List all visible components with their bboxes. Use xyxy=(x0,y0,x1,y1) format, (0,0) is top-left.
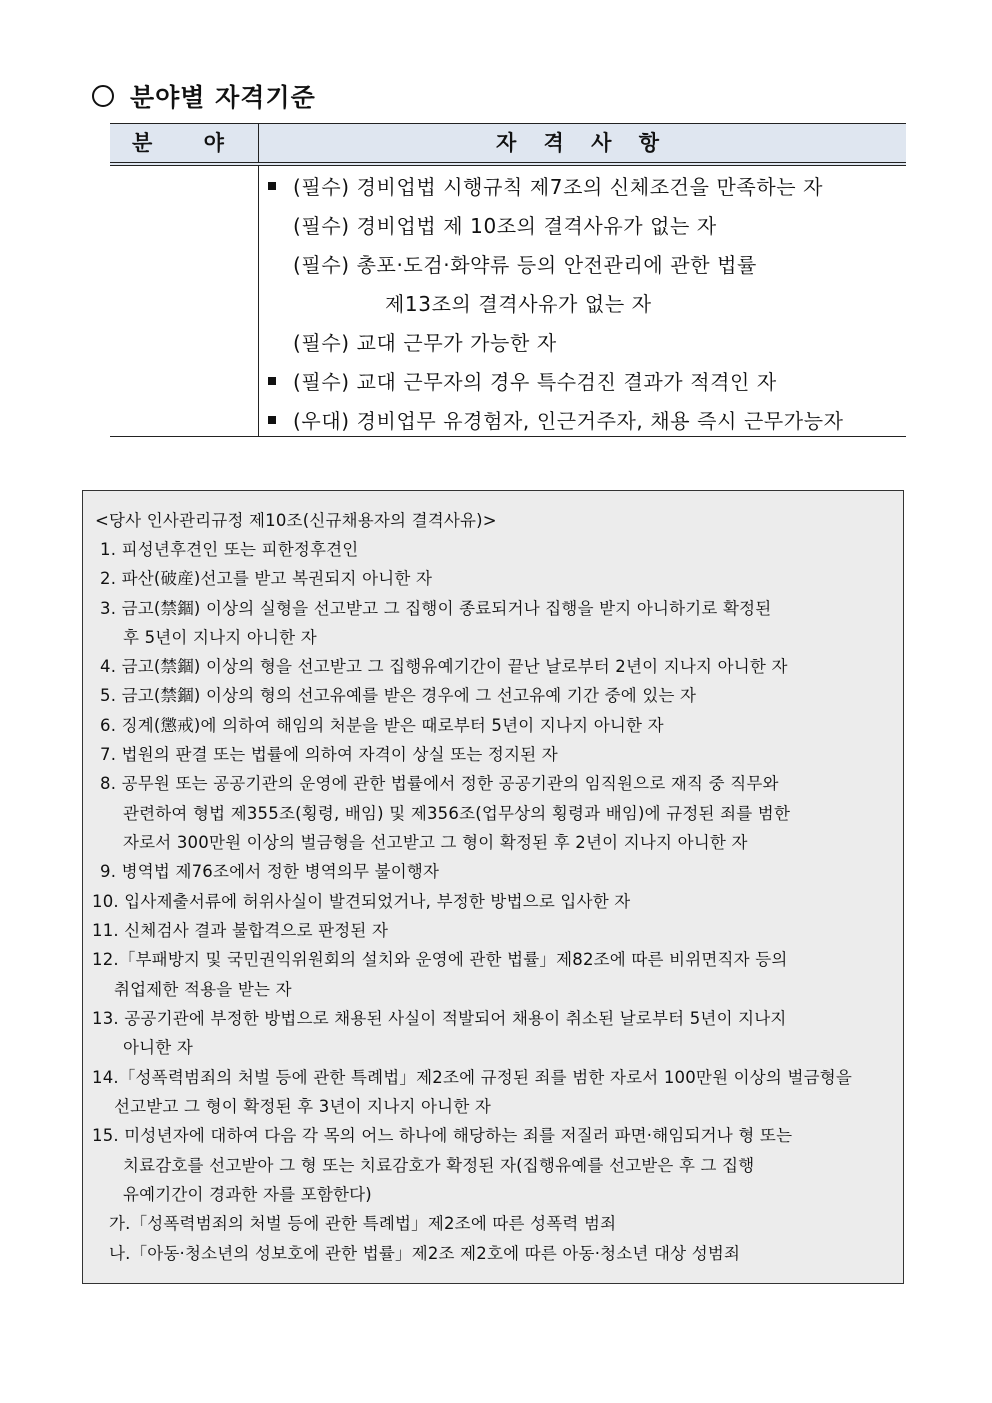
regulation-item: 6. 징계(懲戒)에 의하여 해임의 처분을 받은 때로부터 5년이 지나지 아니한 자 xyxy=(100,716,664,735)
header-field: 분 야 xyxy=(132,131,246,155)
regulation-item-continued: 치료감호를 선고받아 그 형 또는 치료감호가 확정된 자(집행유예를 선고받은 후 그 집행 xyxy=(123,1156,755,1175)
regulation-item-continued: 유예기간이 경과한 자를 포함한다) xyxy=(123,1185,372,1204)
section-heading xyxy=(92,78,316,114)
requirement-line xyxy=(268,207,717,246)
table-body xyxy=(110,166,906,437)
regulation-item-continued: 후 5년이 지나지 아니한 자 xyxy=(123,628,317,647)
requirement-text: (필수) 교대 근무자의 경우 특수검진 결과가 적격인 자 xyxy=(293,370,777,394)
regulation-box xyxy=(82,490,904,1284)
regulation-item: 13. 공공기관에 부정한 방법으로 채용된 사실이 적발되어 채용이 취소된 날로부터 5년이 지나지 xyxy=(92,1009,787,1028)
regulation-item-continued: 자로서 300만원 이상의 벌금형을 선고받고 그 형이 확정된 후 2년이 지나지 아니한 자 xyxy=(123,833,748,852)
regulation-item-continued: 선고받고 그 형이 확정된 후 3년이 지나지 아니한 자 xyxy=(114,1097,492,1116)
requirement-text: (우대) 경비업무 유경험자, 인근거주자, 채용 즉시 근무가능자 xyxy=(293,409,844,433)
regulation-item: 1. 피성년후견인 또는 피한정후견인 xyxy=(100,540,359,559)
regulation-item-continued: 아니한 자 xyxy=(123,1038,194,1057)
regulation-subitem: 나.「아동·청소년의 성보호에 관한 법률」제2조 제2호에 따른 아동·청소년 대상 성범죄 xyxy=(109,1244,741,1263)
regulation-item: 15. 미성년자에 대하여 다음 각 목의 어느 하나에 해당하는 죄를 저질러 파면·해임되거나 형 또는 xyxy=(92,1126,793,1145)
regulation-item: 8. 공무원 또는 공공기관의 운영에 관한 법률에서 정한 공공기관의 임직원으로 재직 중 직무와 xyxy=(100,774,779,793)
requirement-line xyxy=(268,324,557,363)
square-bullet-icon xyxy=(268,377,276,385)
requirement-line xyxy=(268,168,823,207)
regulation-item-continued: 취업제한 적용을 받는 자 xyxy=(114,980,292,999)
requirement-line xyxy=(268,246,757,285)
column-divider xyxy=(258,166,259,436)
regulation-item: 7. 법원의 판결 또는 법률에 의하여 자격이 상실 또는 정지된 자 xyxy=(100,745,558,764)
requirement-text: (필수) 교대 근무가 가능한 자 xyxy=(293,331,557,355)
qualification-table xyxy=(110,123,906,437)
regulation-item: 14.「성폭력범죄의 처벌 등에 관한 특례법」제2조에 규정된 죄를 범한 자로서 100만원 이상의 벌금형을 xyxy=(92,1068,853,1087)
square-bullet-icon xyxy=(268,416,276,424)
requirement-line xyxy=(268,363,777,402)
requirement-line xyxy=(268,402,844,441)
regulation-item: 3. 금고(禁錮) 이상의 실형을 선고받고 그 집행이 종료되거나 집행을 받지 아니하기로 확정된 xyxy=(100,599,772,618)
circle-bullet-icon xyxy=(92,85,114,107)
regulation-item: 12.「부패방지 및 국민권익위원회의 설치와 운영에 관한 법률」제82조에 따른 비위면직자 등의 xyxy=(92,950,788,969)
regulation-subitem: 가.「성폭력범죄의 처벌 등에 관한 특례법」제2조에 따른 성폭력 범죄 xyxy=(109,1214,617,1233)
requirement-text: (필수) 총포·도검·화약류 등의 안전관리에 관한 법률 xyxy=(293,253,757,277)
regulation-title: <당사 인사관리규정 제10조(신규채용자의 결격사유)> xyxy=(95,511,497,530)
regulation-item: 11. 신체검사 결과 불합격으로 판정된 자 xyxy=(92,921,389,940)
requirement-text: (필수) 경비업법 시행규칙 제7조의 신체조건을 만족하는 자 xyxy=(293,175,824,199)
section-title: 분야별 자격기준 xyxy=(130,83,316,112)
table-header-row xyxy=(110,123,906,166)
header-requirements: 자 격 사 항 xyxy=(495,131,670,155)
square-bullet-icon xyxy=(268,182,276,190)
regulation-item: 9. 병역법 제76조에서 정한 병역의무 불이행자 xyxy=(100,862,440,881)
requirement-text: 제13조의 결격사유가 없는 자 xyxy=(385,292,652,316)
regulation-item: 5. 금고(禁錮) 이상의 형의 선고유예를 받은 경우에 그 선고유예 기간 중에 있는 자 xyxy=(100,686,697,705)
requirement-text: (필수) 경비업법 제 10조의 결격사유가 없는 자 xyxy=(293,214,717,238)
regulation-item: 4. 금고(禁錮) 이상의 형을 선고받고 그 집행유예기간이 끝난 날로부터 2년이 지나지 아니한 자 xyxy=(100,657,788,676)
regulation-item: 2. 파산(破産)선고를 받고 복권되지 아니한 자 xyxy=(100,569,433,588)
regulation-item: 10. 입사제출서류에 허위사실이 발견되었거나, 부정한 방법으로 입사한 자 xyxy=(92,892,631,911)
regulation-item-continued: 관련하여 형법 제355조(횡령, 배임) 및 제356조(업무상의 횡령과 배임)에 규정된 죄를 범한 xyxy=(123,804,791,823)
requirement-line xyxy=(268,285,652,324)
